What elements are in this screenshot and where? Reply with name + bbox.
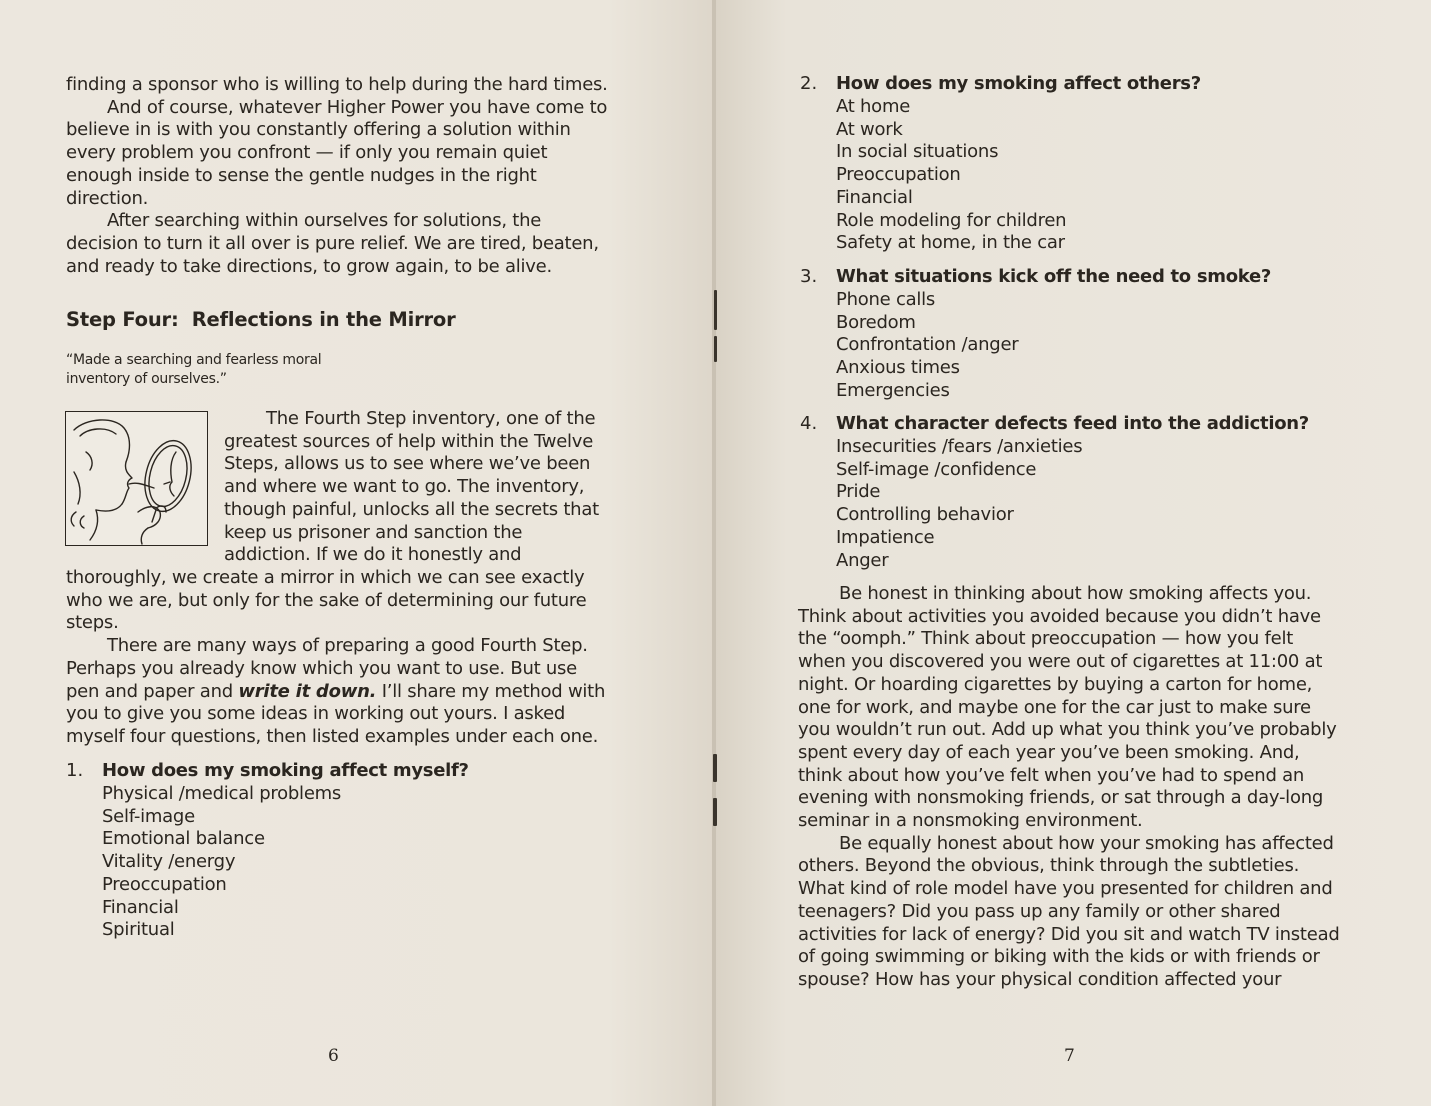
continued-paragraph: thoroughly, we create a mirror in which we can see exactly who we are, but only for the sake of determining our future steps.: [66, 567, 587, 634]
binding-stitch: [714, 290, 717, 330]
question-title: What situations kick off the need to smoke?: [836, 266, 1271, 287]
list-item: Controlling behavior: [836, 504, 1014, 526]
list-item: Phone calls: [836, 289, 936, 310]
binding-stitch: [713, 754, 717, 782]
page-number: 6: [328, 1046, 339, 1066]
question-number: 1.: [66, 760, 84, 781]
fourth-step-paragraph: The Fourth Step inventory, one of the greatest sources of help within the Twelve Steps, allows us to see where we’ve been and where we want to go. The inventory, though painful, unlocks all the secrets that keep us prisoner and sanction the addiction. If we do it honestly and: [224, 408, 599, 566]
list-item: Confrontation /anger: [836, 334, 1019, 356]
question-items: [836, 436, 1082, 572]
list-item: Emotional balance: [102, 828, 265, 850]
honesty-paragraph: Be honest in thinking about how smoking affects you. Think about activities you avoided because you didn’t have the “oomph.” Think about preoccupation — how you felt when you discovered you were out of cigarettes at 11:00 at night. Or hoarding cigarettes by buying a carton for home, one for work, and maybe one for the car just to make sure you wouldn’t run out. Add up what you think you’ve probably spent every day of each year you’ve been smoking. And, think about how you’ve felt when you’ve had to spend an evening with nonsmoking friends, or sat through a day-long seminar in a nonsmoking environment.: [798, 583, 1337, 832]
question-number: 2.: [800, 73, 818, 94]
person-looking-in-mirror-icon: [66, 412, 207, 545]
question-number: 3.: [800, 266, 818, 287]
list-item: Insecurities /fears /anxieties: [836, 436, 1083, 457]
list-item: Anxious times: [836, 357, 960, 379]
binding-stitch: [714, 336, 717, 362]
list-item: Self-image: [102, 805, 195, 827]
method-paragraph: [66, 635, 614, 749]
book-gutter: [712, 0, 716, 1106]
list-item: Self-image /confidence: [836, 458, 1037, 480]
question-items: [836, 289, 1018, 403]
question-items: [102, 783, 341, 942]
list-item: Preoccupation: [102, 873, 227, 895]
list-item: Impatience: [836, 526, 935, 548]
question-number: 4.: [800, 413, 818, 434]
list-item: Pride: [836, 481, 881, 503]
list-item: Emergencies: [836, 379, 950, 401]
list-item: Financial: [102, 896, 179, 918]
quote-line: inventory of ourselves.”: [66, 371, 227, 387]
intro-paragraph: After searching within ourselves for solutions, the decision to turn it all over is pure relief. We are tired, beaten, and ready to take directions, to grow again, to be alive.: [66, 210, 599, 277]
step-quote: [66, 351, 321, 389]
question-title: What character defects feed into the addiction?: [836, 413, 1309, 434]
list-item: Spiritual: [102, 919, 175, 941]
list-item: Physical /medical problems: [102, 783, 342, 804]
method-text-part: I’ll share my method with you to give you some ideas in working out yours. I asked myself four questions, then listed examples under each one.: [66, 680, 606, 747]
list-item: Role modeling for children: [836, 209, 1067, 231]
list-item: In social situations: [836, 141, 999, 163]
reflection-text: [798, 583, 1346, 992]
intro-text: [66, 74, 614, 278]
list-item: Preoccupation: [836, 164, 961, 186]
method-text-part: There are many ways of preparing a good Fourth Step. Perhaps you already know which you want to use. But use pen and paper and: [66, 635, 588, 702]
list-item: Boredom: [836, 311, 916, 333]
question-title: How does my smoking affect myself?: [102, 760, 469, 781]
method-text: [66, 567, 614, 749]
binding-stitch: [713, 798, 717, 826]
others-paragraph: Be equally honest about how your smoking has affected others. Beyond the obvious, think through the subtleties. What kind of role model have you presented for children and teenagers? Did you pass up any family or other shared activities for lack of energy? Did you sit and watch TV instead of going swimming or biking with the kids or with friends or spouse? How has your physical condition affected your: [798, 832, 1340, 990]
page-number: 7: [1064, 1046, 1075, 1066]
list-item: At work: [836, 118, 903, 140]
list-item: Safety at home, in the car: [836, 232, 1065, 254]
list-item: Anger: [836, 549, 889, 571]
method-emphasis: write it down.: [238, 680, 377, 702]
list-item: Financial: [836, 186, 913, 208]
question-title: How does my smoking affect others?: [836, 73, 1201, 94]
quote-line: “Made a searching and fearless moral: [66, 352, 322, 368]
list-item: At home: [836, 96, 911, 117]
mirror-illustration: [65, 411, 208, 546]
intro-paragraph: And of course, whatever Higher Power you have come to believe in is with you constantly offering a solution within every problem you confront — if only you remain quiet enough inside to sense the gentle nudges in the right direction.: [66, 96, 608, 209]
question-items: [836, 96, 1066, 255]
intro-paragraph: finding a sponsor who is willing to help during the hard times.: [66, 74, 608, 95]
section-heading: Step Four: Reflections in the Mirror: [66, 308, 456, 331]
list-item: Vitality /energy: [102, 851, 236, 873]
